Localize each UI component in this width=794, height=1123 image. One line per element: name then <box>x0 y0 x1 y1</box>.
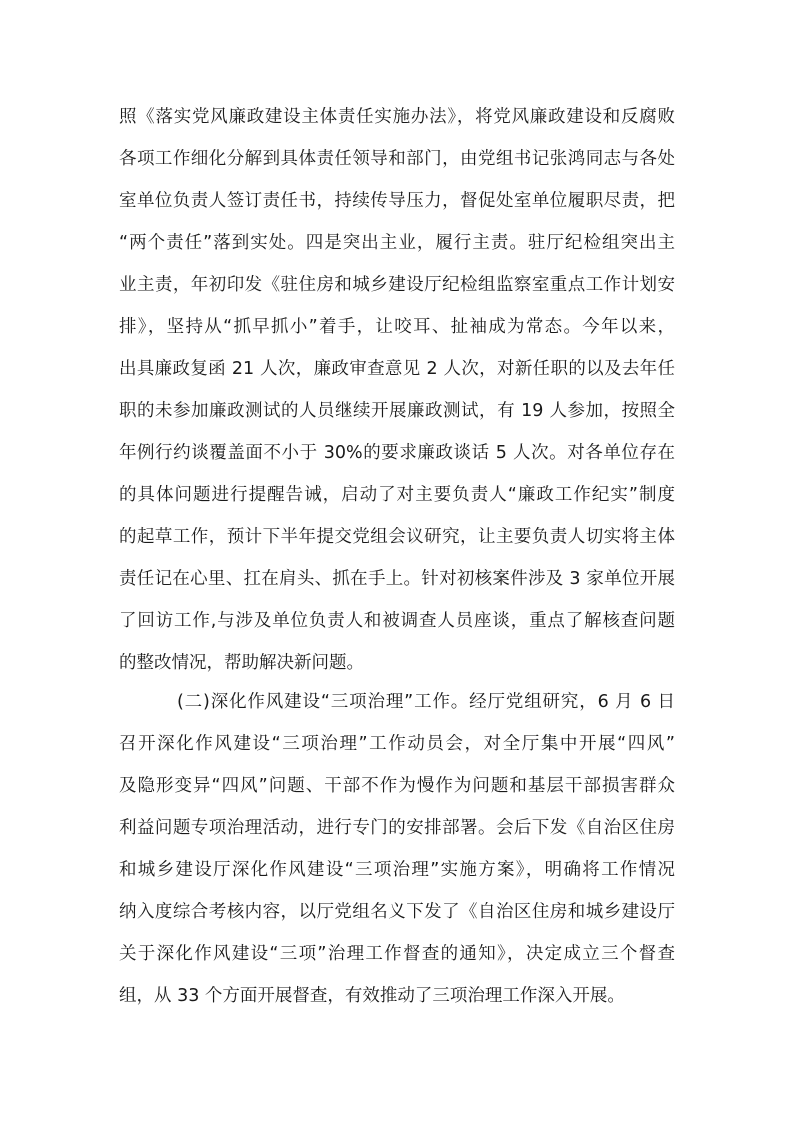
paragraph-1-line: 业主责，年初印发《驻住房和城乡建设厅纪检组监察室重点工作计划安 <box>119 275 675 295</box>
paragraph-2-line: 组，从 33 个方面开展督查，有效推动了三项治理工作深入开展。 <box>119 986 625 1006</box>
paragraph-2-line: 利益问题专项治理活动，进行专门的安排部署。会后下发《自治区住房 <box>119 818 675 838</box>
paragraph-1-line: 照《落实党风廉政建设主体责任实施办法》，将党风廉政建设和反腐败 <box>119 107 675 127</box>
paragraph-1-line: 了回访工作,与涉及单位负责人和被调查人员座谈，重点了解核查问题 <box>119 611 675 631</box>
paragraph-1-line: 的具体问题进行提醒告诫，启动了对主要负责人“廉政工作纪实”制度 <box>119 485 675 505</box>
paragraph-1-line: 出具廉政复函 21 人次，廉政审查意见 2 人次，对新任职的以及去年任 <box>119 359 675 379</box>
paragraph-2-line: (二)深化作风建设“三项治理”工作。经厅党组研究，6 月 6 日 <box>177 692 675 712</box>
paragraph-1-line: 各项工作细化分解到具体责任领导和部门，由党组书记张鸿同志与各处 <box>119 149 675 169</box>
paragraph-1-line: 职的未参加廉政测试的人员继续开展廉政测试，有 19 人参加，按照全 <box>119 401 675 421</box>
paragraph-2-line: 及隐形变异“四风”问题、干部不作为慢作为问题和基层干部损害群众 <box>119 776 675 796</box>
paragraph-1-line: 责任记在心里、扛在肩头、抓在手上。针对初核案件涉及 3 家单位开展 <box>119 569 675 589</box>
paragraph-2-line: 关于深化作风建设“三项”治理工作督查的通知》，决定成立三个督查 <box>119 944 675 964</box>
paragraph-1-line: “两个责任”落到实处。四是突出主业，履行主责。驻厅纪检组突出主 <box>119 233 675 253</box>
paragraph-1-line: 室单位负责人签订责任书，持续传导压力，督促处室单位履职尽责，把 <box>119 191 675 211</box>
paragraph-1-line: 年例行约谈覆盖面不小于 30%的要求廉政谈话 5 人次。对各单位存在 <box>119 443 675 463</box>
paragraph-2-line: 纳入度综合考核内容，以厅党组名义下发了《自治区住房和城乡建设厅 <box>119 902 675 922</box>
paragraph-2-line: 召开深化作风建设“三项治理”工作动员会，对全厅集中开展“四风” <box>119 734 675 754</box>
paragraph-2-line: 和城乡建设厅深化作风建设“三项治理”实施方案》，明确将工作情况 <box>119 860 675 880</box>
paragraph-1-line: 排》，坚持从“抓早抓小”着手，让咬耳、扯袖成为常态。今年以来， <box>119 317 675 337</box>
paragraph-1-line: 的整改情况，帮助解决新问题。 <box>119 653 364 673</box>
paragraph-1-line: 的起草工作，预计下半年提交党组会议研究，让主要负责人切实将主体 <box>119 527 675 547</box>
